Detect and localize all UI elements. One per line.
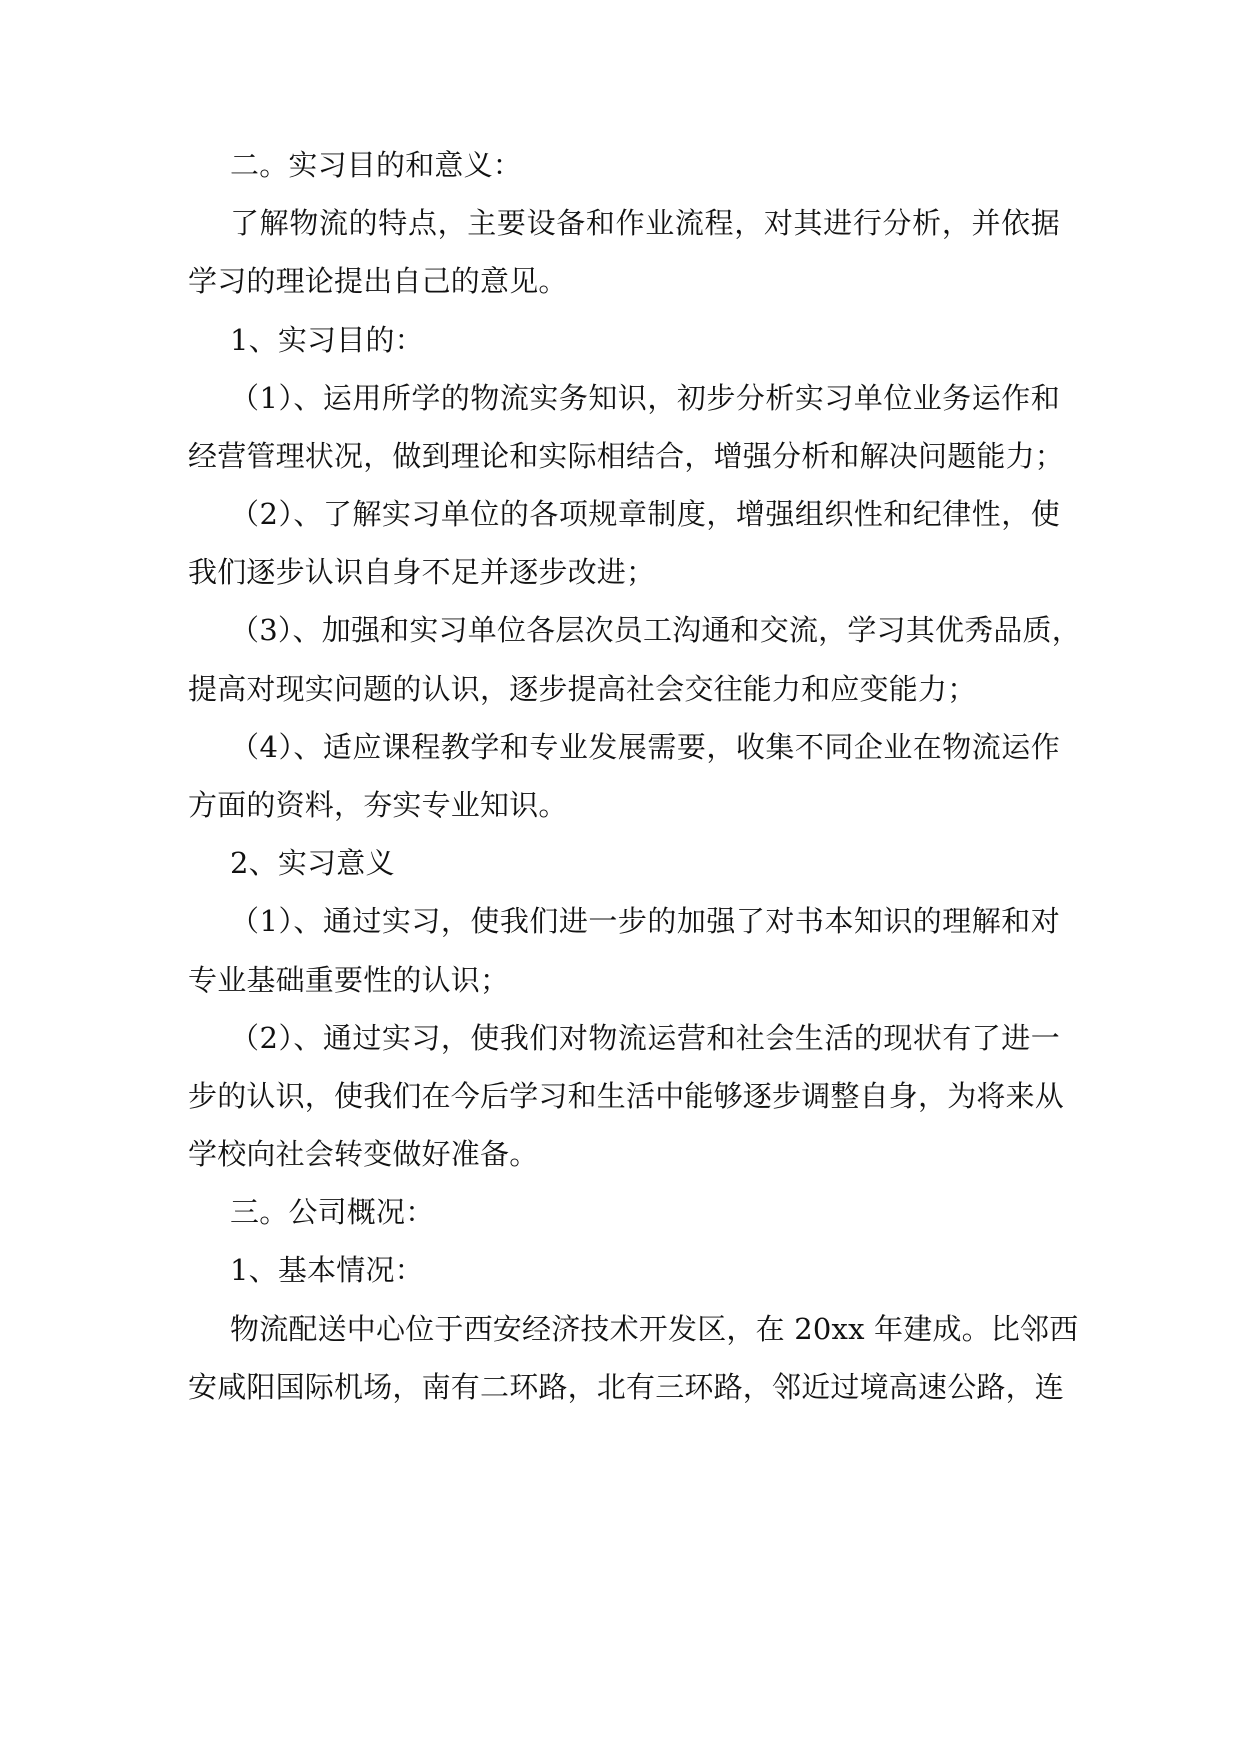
paragraph-line: 安咸阳国际机场，南有二环路，北有三环路，邻近过境高速公路，连 (188, 1370, 1065, 1404)
list-item-line: （4）、适应课程教学和专业发展需要，收集不同企业在物流运作 (230, 730, 1060, 764)
heading-section-3: 三。公司概况： (230, 1195, 435, 1229)
list-item-line: （1）、运用所学的物流实务知识，初步分析实习单位业务运作和 (230, 381, 1060, 415)
paragraph-line: 物流配送中心位于西安经济技术开发区，在 20xx 年建成。比邻西 (230, 1312, 1079, 1346)
paragraph-line: 方面的资料，夯实专业知识。 (188, 788, 568, 822)
paragraph-line: 我们逐步认识自身不足并逐步改进； (188, 555, 656, 589)
paragraph-line: 步的认识，使我们在今后学习和生活中能够逐步调整自身，为将来从 (188, 1079, 1065, 1113)
paragraph-line: 学校向社会转变做好准备。 (188, 1137, 539, 1171)
paragraph-line: 专业基础重要性的认识； (188, 963, 510, 997)
heading-section-2: 二。实习目的和意义： (230, 148, 523, 182)
subheading-basic-info: 1、基本情况： (230, 1253, 424, 1287)
subheading-significance: 2、实习意义 (230, 846, 395, 880)
paragraph-line: 提高对现实问题的认识，逐步提高社会交往能力和应变能力； (188, 672, 977, 706)
paragraph-line: 学习的理论提出自己的意见。 (188, 264, 568, 298)
list-item-line: （3）、加强和实习单位各层次员工沟通和交流，学习其优秀品质， (230, 613, 1081, 647)
paragraph-line: 经营管理状况，做到理论和实际相结合，增强分析和解决问题能力； (188, 439, 1065, 473)
subheading-purpose: 1、实习目的： (230, 323, 424, 357)
list-item-line: （2）、了解实习单位的各项规章制度，增强组织性和纪律性，使 (230, 497, 1060, 531)
list-item-line: （1）、通过实习，使我们进一步的加强了对书本知识的理解和对 (230, 904, 1060, 938)
paragraph-line: 了解物流的特点，主要设备和作业流程，对其进行分析，并依据 (230, 206, 1060, 240)
list-item-line: （2）、通过实习，使我们对物流运营和社会生活的现状有了进一 (230, 1021, 1060, 1055)
